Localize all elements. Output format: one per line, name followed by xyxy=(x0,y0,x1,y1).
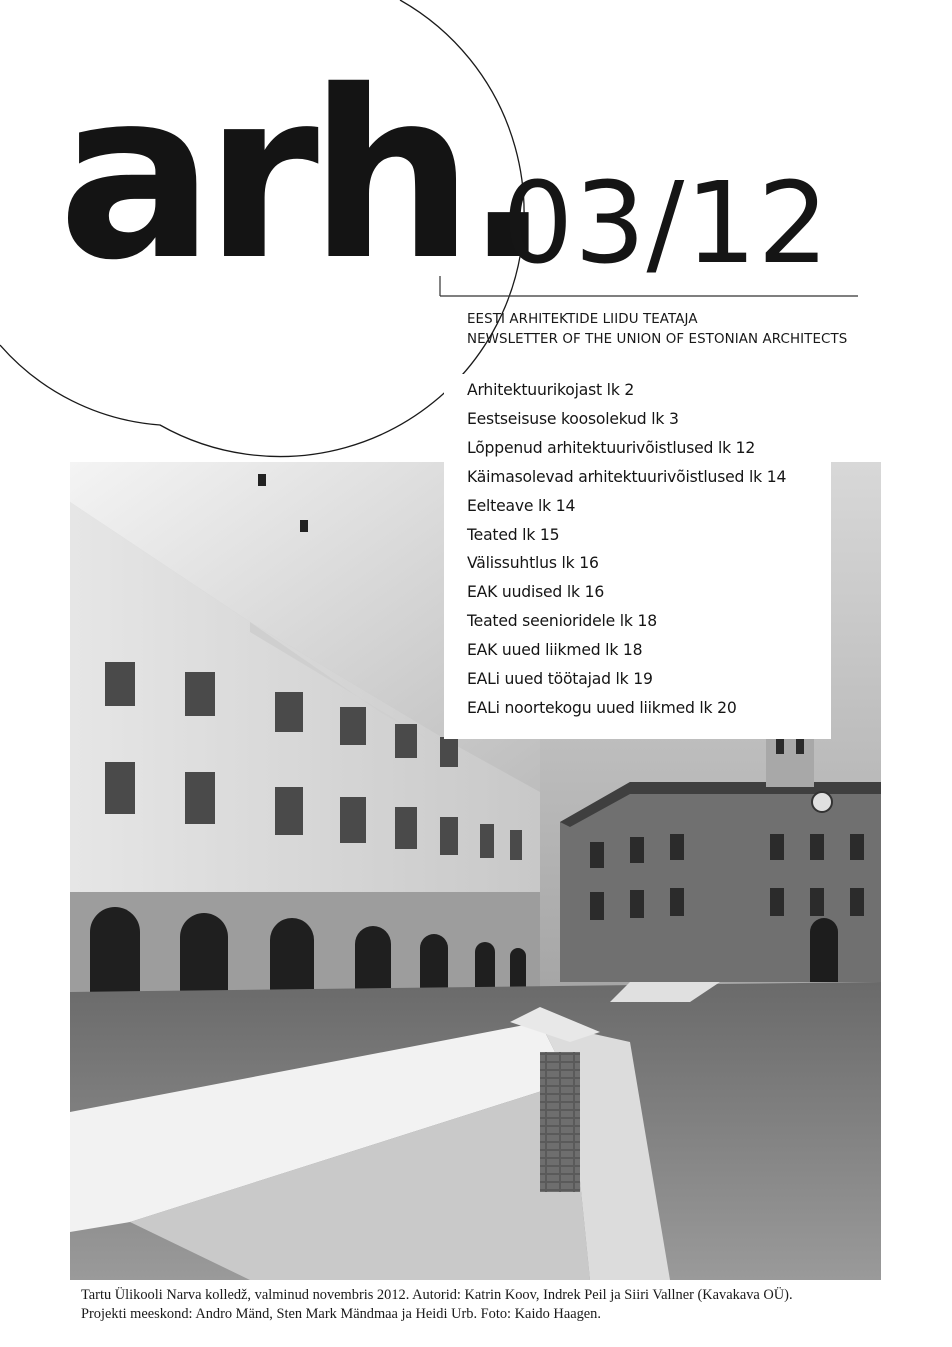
subtitle-estonian: EESTI ARHITEKTIDE LIIDU TEATAJA xyxy=(467,312,698,327)
caption-line-1: Tartu Ülikooli Narva kolledž, valminud novembris 2012. Autorid: Katrin Koov, Indrek Peil ja Siiri Vallner (Kavakava OÜ). xyxy=(81,1287,793,1303)
photo-caption xyxy=(81,1286,881,1324)
caption-line-2: Projekti meeskond: Andro Mänd, Sten Mark Mändmaa ja Heidi Urb. Foto: Kaido Haagen. xyxy=(81,1306,601,1322)
subtitle-english: NEWSLETTER OF THE UNION OF ESTONIAN ARCHITECTS xyxy=(467,332,848,347)
toc-item[interactable]: Välissuhtlus lk 16 xyxy=(467,554,599,573)
toc-item[interactable]: Eelteave lk 14 xyxy=(467,496,576,515)
toc-item[interactable]: Käimasolevad arhitektuurivõistlused lk 14 xyxy=(467,467,787,486)
table-of-contents xyxy=(467,376,786,723)
masthead-logo: arh. xyxy=(58,41,543,311)
toc-item[interactable]: EAK uudised lk 16 xyxy=(467,583,605,602)
toc-item[interactable]: Teated seenioridele lk 18 xyxy=(467,612,657,631)
newsletter-subtitle xyxy=(467,310,847,350)
toc-item[interactable]: EALi noortekogu uued liikmed lk 20 xyxy=(467,698,737,717)
toc-item[interactable]: EALi uued töötajad lk 19 xyxy=(467,670,653,689)
toc-item[interactable]: EAK uued liikmed lk 18 xyxy=(467,641,643,660)
toc-item[interactable]: Lõppenud arhitektuurivõistlused lk 12 xyxy=(467,438,756,457)
toc-item[interactable]: Teated lk 15 xyxy=(467,525,560,544)
issue-number: 03/12 xyxy=(502,159,830,289)
toc-item[interactable]: Arhitektuurikojast lk 2 xyxy=(467,381,635,399)
toc-item[interactable]: Eestseisuse koosolekud lk 3 xyxy=(467,409,679,428)
